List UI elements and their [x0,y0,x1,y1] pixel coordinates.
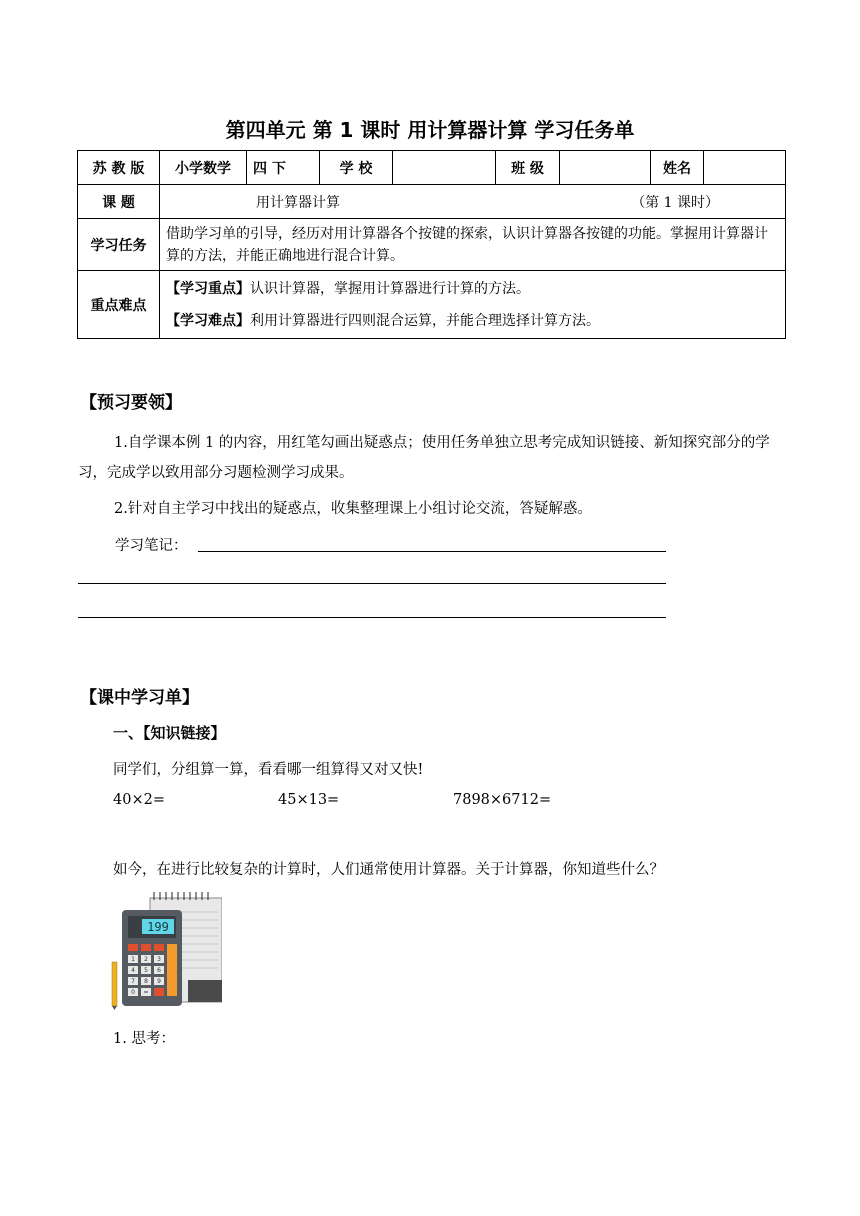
svg-text:2: 2 [144,956,148,963]
topic-cell [160,185,786,219]
topic-label: 课 题 [78,185,160,219]
exercise-3: 7898×6712= [453,792,552,808]
key-point-text: 认识计算器，掌握用计算器进行计算的方法。 [250,280,530,297]
svg-text:4: 4 [131,967,135,974]
svg-text:0: 0 [131,989,135,996]
svg-text:9: 9 [157,978,161,985]
name-label: 姓名 [651,151,704,185]
calculator-question: 如今，在进行比较复杂的计算时，人们通常使用计算器。关于计算器，你知道些什么？ [113,862,664,878]
school-label: 学 校 [320,151,393,185]
svg-text:6: 6 [157,967,161,974]
exercise-1: 40×2= [113,792,165,808]
lesson-note: （第 1 课时） [631,194,719,211]
difficulty-tag: 【学习难点】 [166,312,250,329]
key-cell [160,271,786,339]
publisher-cell: 苏 教 版 [78,151,160,185]
notes-line-1[interactable] [198,551,666,552]
key-label: 重点难点 [78,271,160,339]
svg-text:8: 8 [144,978,148,985]
task-label: 学习任务 [78,219,160,271]
name-field[interactable] [704,151,786,185]
preview-item-2: 2.针对自主学习中找出的疑惑点，收集整理课上小组讨论交流，答疑解惑。 [114,501,592,517]
svg-text:1: 1 [131,956,135,963]
calculator-illustration [110,890,222,1010]
intro-text: 同学们，分组算一算，看看哪一组算得又对又快! [113,762,424,778]
exercise-2: 45×13= [278,792,340,808]
class-label: 班 级 [496,151,560,185]
info-table [77,150,786,339]
svg-text:=: = [143,989,149,996]
svg-text:3: 3 [157,956,161,963]
notes-line-3[interactable] [78,617,666,618]
difficulty-text: 利用计算器进行四则混合运算，并能合理选择计算方法。 [250,312,600,329]
notes-label: 学习笔记： [115,538,188,554]
school-field[interactable] [393,151,496,185]
knowledge-link-heading: 一、【知识链接】 [113,724,226,742]
class-field[interactable] [560,151,651,185]
svg-text:7: 7 [131,978,135,985]
class-heading: 【课中学习单】 [80,688,199,708]
svg-text:5: 5 [144,967,148,974]
page-title: 第四单元 第 1 课时 用计算器计算 学习任务单 [225,118,635,142]
preview-item-1: 1.自学课本例 1 的内容，用红笔勾画出疑惑点；使用任务单独立思考完成知识链接、新知探究部分的学习，完成学以致用部分习题检测学习成果。 [78,435,770,481]
task-text: 借助学习单的引导，经历对用计算器各个按键的探索，认识计算器各按键的功能。掌握用计算器计算的方法，并能正确地进行混合计算。 [160,219,786,271]
preview-heading: 【预习要领】 [80,393,182,413]
calc-display-value: 199 [147,920,169,934]
key-point-tag: 【学习重点】 [166,280,250,297]
think-label: 1. 思考： [113,1031,175,1047]
topic-value: 用计算器计算 [256,194,340,211]
grade-cell: 四 下 [247,151,320,185]
subject-cell: 小学数学 [160,151,247,185]
notes-line-2[interactable] [78,583,666,584]
